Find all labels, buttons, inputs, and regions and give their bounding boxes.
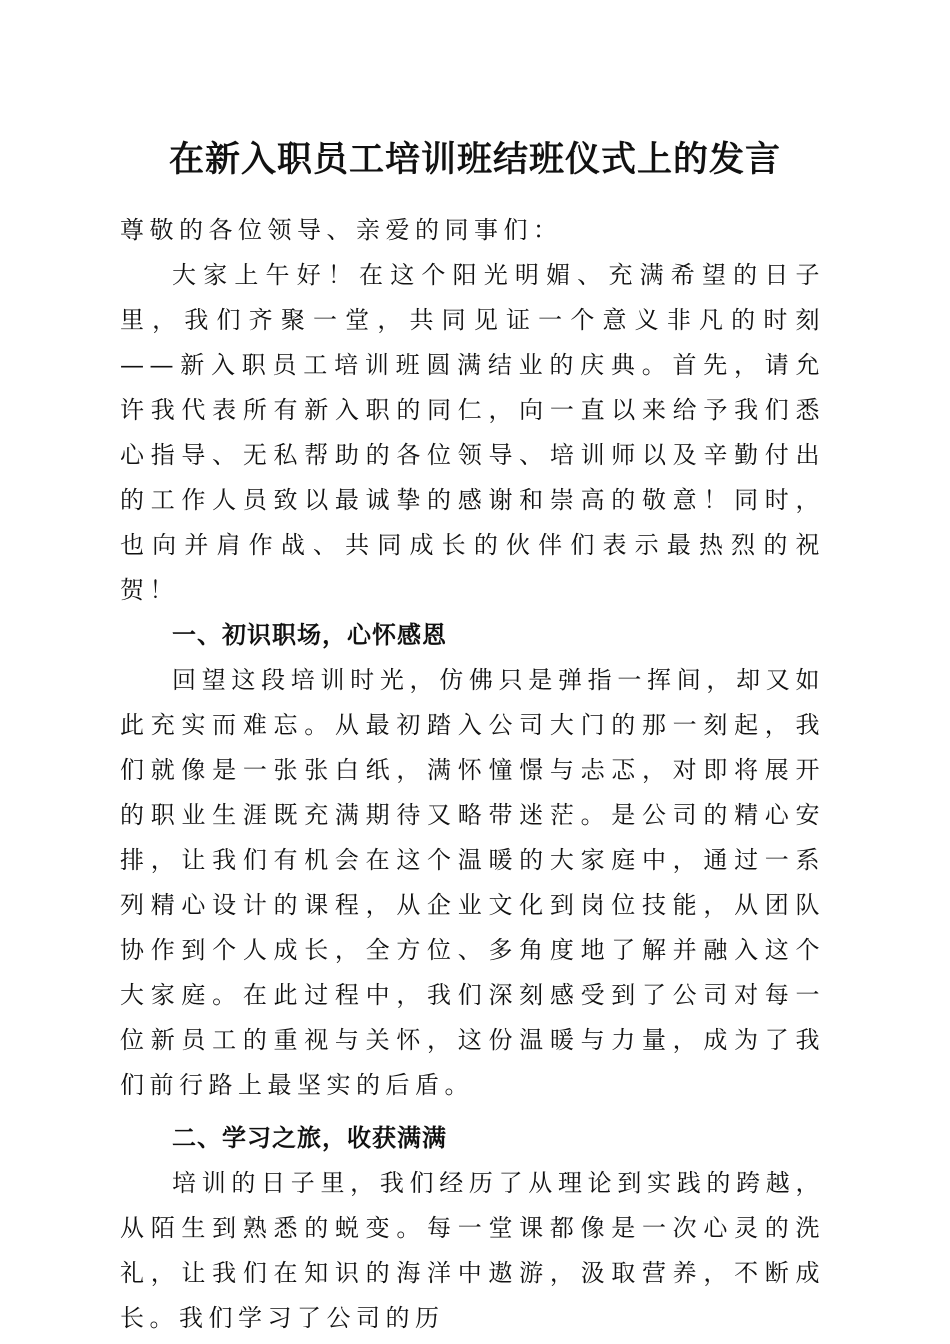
opening-paragraph: 大家上午好！在这个阳光明媚、充满希望的日子里，我们齐聚一堂，共同见证一个意义非凡的时刻——新入职员工培训班圆满结业的庆典。首先，请允许我代表所有新入职的同仁，向一直以来给予我们悉心指导、无私帮助的各位领导、培训师以及辛勤付出的工作人员致以最诚挚的感谢和崇高的敬意！同时，也向并肩作战、共同成长的伙伴们表示最热烈的祝贺！ (120, 261, 825, 604)
document-body (120, 208, 825, 1341)
salutation: 尊敬的各位领导、亲爱的同事们： (120, 216, 563, 244)
section-paragraph-2: 培训的日子里，我们经历了从理论到实践的跨越，从陌生到熟悉的蜕变。每一堂课都像是一次心灵的洗礼，让我们在知识的海洋中遨游，汲取营养，不断成长。我们学习了公司的历 (120, 1169, 825, 1332)
document-title: 在新入职员工培训班结班仪式上的发言 (168, 139, 781, 180)
section-heading-1: 一、初识职场，心怀感恩 (172, 621, 447, 649)
section-heading-2: 二、学习之旅，收获满满 (172, 1124, 447, 1152)
section-paragraph-1: 回望这段培训时光，仿佛只是弹指一挥间，却又如此充实而难忘。从最初踏入公司大门的那一刻起，我们就像是一张张白纸，满怀憧憬与忐忑，对即将展开的职业生涯既充满期待又略带迷茫。是公司的精心安排，让我们有机会在这个温暖的大家庭中，通过一系列精心设计的课程，从企业文化到岗位技能，从团队协作到个人成长，全方位、多角度地了解并融入这个大家庭。在此过程中，我们深刻感受到了公司对每一位新员工的重视与关怀，这份温暖与力量，成为了我们前行路上最坚实的后盾。 (120, 666, 825, 1099)
